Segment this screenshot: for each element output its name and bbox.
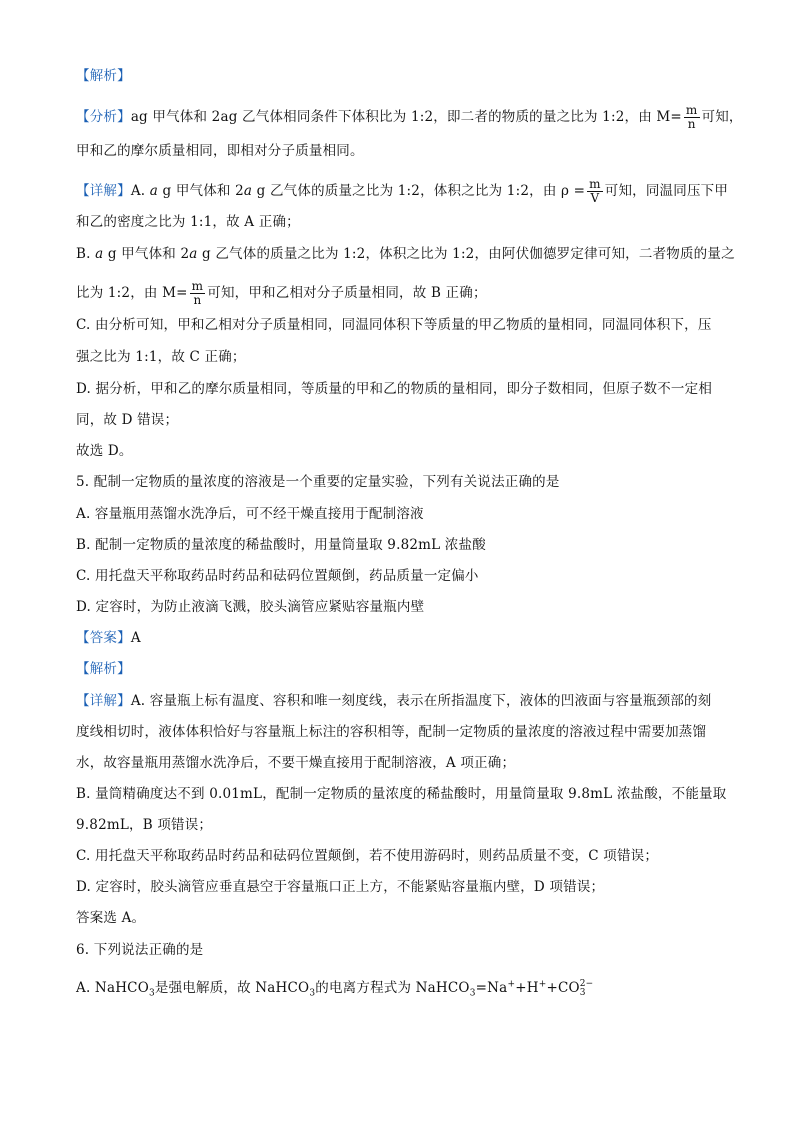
xiangjie-b-text: 比为 1:2，由 M= <box>76 285 188 301</box>
fenxi-line-2: 甲和乙的摩尔质量相同，即相对分子质量相同。 <box>76 143 364 159</box>
q6-text: 是强电解质，故 NaHCO <box>154 980 310 996</box>
superscript: 2− <box>579 978 594 989</box>
q5-detail-c-line: C. 用托盘天平称取药品时药品和砝码位置颠倒，若不使用游码时，则药品质量不变，C 项错误； <box>76 848 659 864</box>
fenxi-text-1a: ag 甲气体和 2ag 乙气体相同条件下体积比为 1:2，即二者的物质的量之比为 1:2，由 M= <box>130 109 682 125</box>
variable-a: a <box>149 183 158 199</box>
q5-analysis-tag: 【解析】 <box>76 661 131 677</box>
xiangjie-a-line-1 <box>76 178 728 205</box>
variable-a: a <box>189 246 198 262</box>
q6-stem: 6. 下列说法正确的是 <box>76 942 204 958</box>
variable-a: a <box>95 246 104 262</box>
subscript: 3 <box>148 988 155 999</box>
xiangjie-b-line-2 <box>76 280 487 307</box>
xiangjie-b-text: g 乙气体的质量之比为 1:2，体积之比为 1:2，由阿伏伽德罗定律可知，二者物质的量之 <box>197 246 735 262</box>
q5-conclusion: 答案选 A。 <box>76 910 146 926</box>
q6-option-a <box>76 978 593 998</box>
answer-value: A <box>130 630 141 646</box>
fraction-denominator: V <box>590 191 600 205</box>
xiangjie-d-line-2: 同，故 D 错误； <box>76 412 179 428</box>
superscript: + <box>507 979 516 990</box>
xiangjie-b-text: B. <box>76 246 96 262</box>
q6-text: A. NaHCO <box>76 980 149 996</box>
superscript: + <box>538 979 547 990</box>
fraction-numerator: m <box>685 103 698 117</box>
q6-text: =Na <box>475 980 508 996</box>
xiangjie-c-line-1: C. 由分析可知，甲和乙相对分子质量相同，同温同体积下等质量的甲乙物质的量相同，同温同体积下，压 <box>76 317 712 333</box>
xiangjie-b-text: 可知，甲和乙相对分子质量相同，故 B 正确； <box>207 285 487 301</box>
xiangjie-b-text: g 甲气体和 2 <box>103 246 190 262</box>
xiangjie-d-line-1: D. 据分析，甲和乙的摩尔质量相同，等质量的甲和乙的物质的量相同，即分子数相同，但原子数不一定相 <box>76 381 713 397</box>
subscript: 3 <box>469 988 476 999</box>
subscript: 3 <box>309 988 316 999</box>
fraction-denominator: n <box>687 117 696 131</box>
xiangjie-a-line-2: 和乙的密度之比为 1:1，故 A 正确； <box>76 214 300 230</box>
xiangjie-conclusion: 故选 D。 <box>76 443 133 459</box>
q5-detail-b-line-2: 9.82mL，B 项错误； <box>76 817 213 833</box>
q5-detail-text: A. 容量瓶上标有温度、容积和唯一刻度线，表示在所指温度下，液体的凹液面与容量瓶颈部的刻 <box>130 693 712 709</box>
q5-detail-a-line-3: 水，故容量瓶用蒸馏水洗净后，不要干燥直接用于配制溶液，A 项正确； <box>76 755 516 771</box>
q5-option-b: B. 配制一定物质的量浓度的稀盐酸时，用量筒量取 9.82mL 浓盐酸 <box>76 537 486 553</box>
fenxi-text-1b: 可知， <box>701 109 743 125</box>
q5-detail-a-line-1 <box>76 691 711 711</box>
fraction-numerator: m <box>191 279 204 293</box>
q6-text: +CO <box>546 980 580 996</box>
q5-detail-b-line-1: B. 量筒精确度达不到 0.01mL，配制一定物质的量浓度的稀盐酸时，用量筒量取 9.8mL 浓盐酸，不能量取 <box>76 786 727 802</box>
subscript: 3 <box>579 987 586 998</box>
q5-stem: 5. 配制一定物质的量浓度的溶液是一个重要的定量实验，下列有关说法正确的是 <box>76 474 560 490</box>
fenxi-tag: 【分析】 <box>76 109 131 125</box>
q6-text: 的电离方程式为 NaHCO <box>315 980 470 996</box>
fraction-m-over-n <box>684 104 700 131</box>
fraction-numerator: m <box>589 177 601 191</box>
q5-answer <box>76 628 141 648</box>
xiangjie-tag: 【详解】 <box>76 183 131 199</box>
xiangjie-a-text: g 乙气体的质量之比为 1:2，体积之比为 1:2，由 ρ = <box>252 183 586 199</box>
q5-option-a: A. 容量瓶用蒸馏水洗净后，可不经干燥直接用于配制溶液 <box>76 506 424 522</box>
answer-tag: 【答案】 <box>76 630 131 646</box>
carbonate-charge <box>580 980 594 998</box>
q5-option-d: D. 定容时，为防止液滴飞溅，胶头滴管应紧贴容量瓶内壁 <box>76 599 425 615</box>
fenxi-line-1 <box>76 104 743 131</box>
q5-detail-d-line: D. 定容时，胶头滴管应垂直悬空于容量瓶口正上方，不能紧贴容量瓶内壁，D 项错误； <box>76 879 605 895</box>
fraction-m-over-n <box>190 280 206 307</box>
q5-option-c: C. 用托盘天平称取药品时药品和砝码位置颠倒，药品质量一定偏小 <box>76 568 479 584</box>
xiangjie-a-text: g 甲气体和 2 <box>158 183 244 199</box>
fraction-denominator: n <box>193 293 202 307</box>
q5-detail-a-line-2: 度线相切时，液体体积恰好与容量瓶上标注的容积相等，配制一定物质的量浓度的溶液过程中需要加蒸馏 <box>76 724 707 740</box>
variable-a: a <box>243 183 253 199</box>
q6-text: +H <box>515 980 539 996</box>
xiangjie-a-text: A. <box>130 183 150 199</box>
xiangjie-b-line-1 <box>76 244 735 264</box>
analysis-heading: 【解析】 <box>76 68 131 84</box>
xiangjie-a-text: 可知，同温同压下甲 <box>604 183 729 199</box>
fraction-m-over-v <box>587 178 603 205</box>
detail-tag: 【详解】 <box>76 693 131 709</box>
xiangjie-c-line-2: 强之比为 1:1，故 C 正确； <box>76 349 246 365</box>
